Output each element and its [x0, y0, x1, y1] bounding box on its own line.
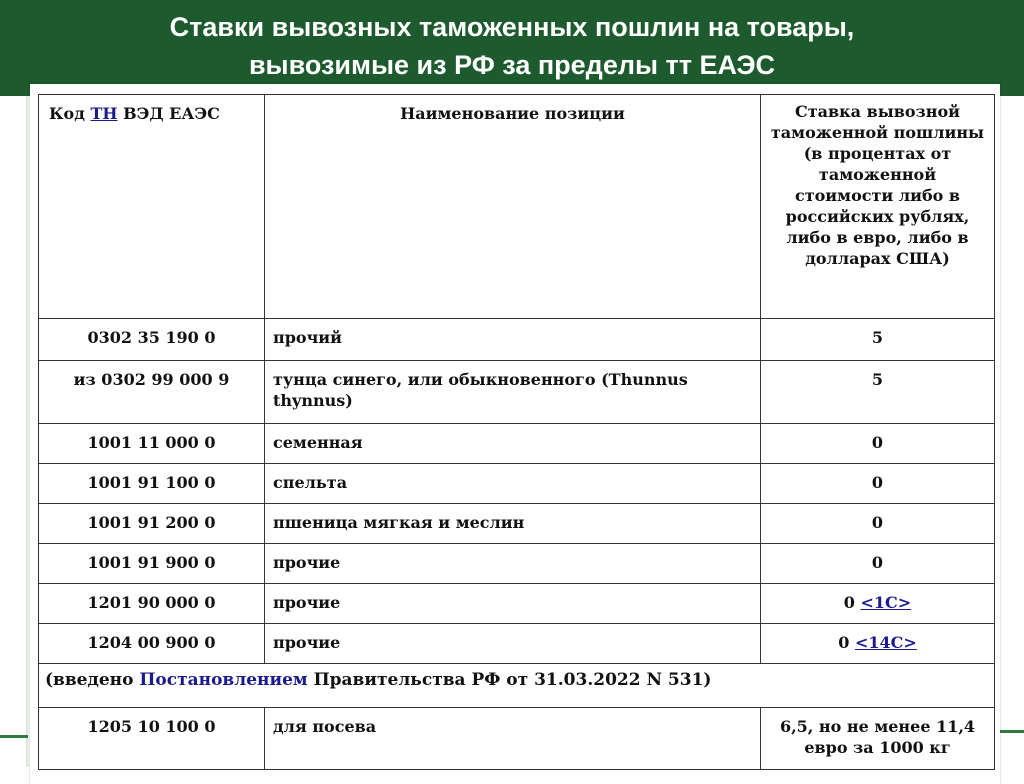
footnote-link-1c[interactable]: <1С>	[860, 593, 912, 612]
row-code: 1204 00 900 0	[39, 624, 265, 664]
row-rate-value: 0	[871, 553, 884, 572]
amendment-note-row	[39, 664, 995, 708]
row-rate-value: 0	[843, 593, 861, 612]
table-row	[39, 708, 995, 770]
header-code-suffix: ВЭД ЕАЭС	[117, 104, 220, 123]
table-row	[39, 319, 995, 361]
row-rate-value: 0	[871, 473, 884, 492]
row-rate	[761, 504, 995, 544]
table-row	[39, 504, 995, 544]
header-code	[39, 95, 265, 319]
row-rate	[761, 544, 995, 584]
row-name: прочие	[265, 544, 761, 584]
row-rate	[761, 361, 995, 424]
row-name: пшеница мягкая и меслин	[265, 504, 761, 544]
row-code: 1205 10 100 0	[39, 708, 265, 770]
row-code: 1001 11 000 0	[39, 424, 265, 464]
row-rate	[761, 584, 995, 624]
row-code: 0302 35 190 0	[39, 319, 265, 361]
row-name: семенная	[265, 424, 761, 464]
row-rate-value: 5	[871, 370, 884, 389]
row-name: спельта	[265, 464, 761, 504]
row-code: 1001 91 900 0	[39, 544, 265, 584]
header-name: Наименование позиции	[265, 95, 761, 319]
table-row	[39, 361, 995, 424]
table-row	[39, 424, 995, 464]
table-row	[39, 544, 995, 584]
row-rate-value: 0	[838, 633, 855, 652]
row-code: 1001 91 100 0	[39, 464, 265, 504]
table-row	[39, 624, 995, 664]
tn-link[interactable]: ТН	[90, 104, 118, 123]
table-row	[39, 464, 995, 504]
row-rate	[761, 424, 995, 464]
left-decor-stripe	[0, 96, 30, 767]
note-suffix: Правительства РФ от 31.03.2022 N 531)	[307, 670, 712, 690]
row-rate	[761, 464, 995, 504]
table-row	[39, 584, 995, 624]
header-code-prefix: Код	[49, 104, 91, 123]
row-name: прочие	[265, 584, 761, 624]
slide-title-line-1: Ставки вывозных таможенных пошлин на товары,	[169, 12, 855, 42]
row-code: 1001 91 200 0	[39, 504, 265, 544]
slide-title	[0, 8, 1024, 84]
row-name: тунца синего, или обыкновенного (Thunnus thynnus)	[265, 361, 761, 424]
row-rate-value: 5	[871, 328, 884, 347]
row-name: прочие	[265, 624, 761, 664]
row-rate-value: 0	[871, 433, 884, 452]
right-margin	[1000, 96, 1024, 767]
table-header-row	[39, 95, 995, 319]
row-rate	[761, 319, 995, 361]
slide-title-line-2: вывозимые из РФ за пределы тт ЕАЭС	[248, 50, 776, 80]
note-prefix: (введено	[45, 670, 140, 690]
document-excerpt	[30, 84, 1000, 784]
header-rate: Ставка вывозной таможенной пошлины (в процентах от таможенной стоимости либо в российских рублях, либо в евро, либо в долларах США)	[761, 95, 995, 319]
footnote-link-14c[interactable]: <14С>	[854, 633, 917, 652]
row-rate-value: 0	[871, 513, 884, 532]
left-decor-line	[0, 735, 28, 738]
resolution-link[interactable]: Постановлением	[139, 670, 308, 690]
row-code: 1201 90 000 0	[39, 584, 265, 624]
row-name: для посева	[265, 708, 761, 770]
duty-rates-table	[38, 94, 995, 770]
row-rate: 6,5, но не менее 11,4 евро за 1000 кг	[761, 708, 995, 770]
slide-header	[0, 0, 1024, 96]
row-name: прочий	[265, 319, 761, 361]
amendment-note	[39, 664, 995, 708]
row-rate	[761, 624, 995, 664]
row-code: из 0302 99 000 9	[39, 361, 265, 424]
